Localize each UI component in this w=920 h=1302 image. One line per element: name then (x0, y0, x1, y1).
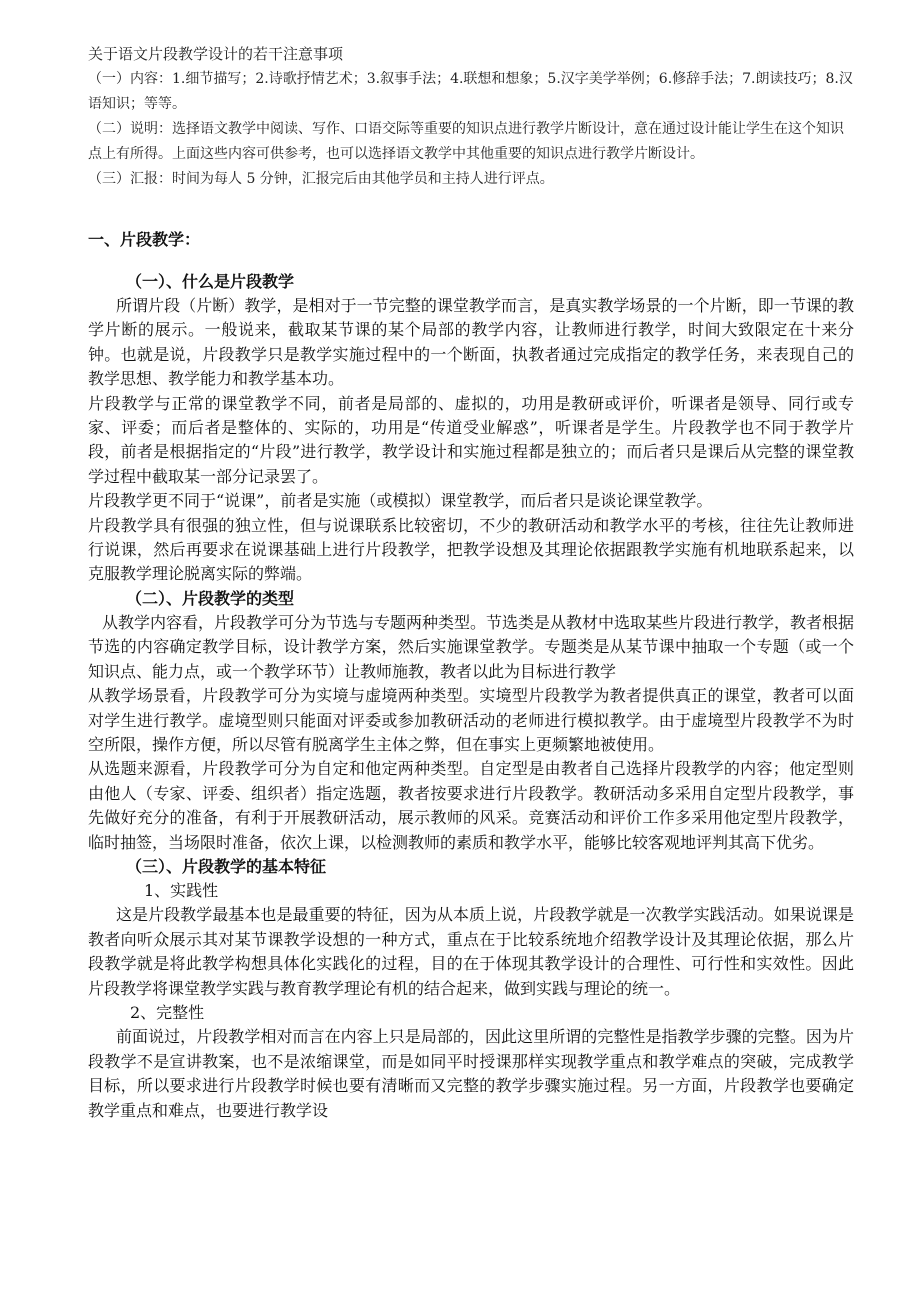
paragraph: 前面说过，片段教学相对而言在内容上只是局部的，因此这里所谓的完整性是指教学步骤的完整。因为片段教学不是宣讲教案，也不是浓缩课堂，而是如同平时授课那样实现教学重点和教学难点的突破，完成教学目标，所以要求进行片段教学时候也要有清晰而又完整的教学步骤实施过程。另一方面，片段教学也要确定教学重点和难点，也要进行教学设 (88, 1027, 854, 1120)
subsection-heading-features: （三）、片段教学的基本特征 (126, 856, 327, 876)
paragraph: 这是片段教学最基本也是最重要的特征，因为从本质上说，片段教学就是一次教学实践活动。如果说课是教者向听众展示其对某节课教学设想的一种方式，重点在于比较系统地介绍教学设计及其理论依据，那么片段教学就是将此教学构想具体化实践化的过程，目的在于体现其教学设计的合理性、可行性和实效性。因此片段教学将课堂教学实践与教育教学理论有机的结合起来，做到实践与理论的统一。 (88, 905, 854, 998)
paragraph: 从选题来源看，片段教学可分为自定和他定两种类型。自定型是由教者自己选择片段教学的内容；他定型则由他人（专家、评委、组织者）指定选题，教者按要求进行片段教学。教研活动多采用自定型片段教学，事先做好充分的准备，有利于开展教研活动，展示教师的风采。竞赛活动和评价工作多采用他定型片段教学，临时抽签，当场限时准备，依次上课，以检测教师的素质和教学水平，能够比较客观地评判其高下优劣。 (88, 759, 854, 852)
section-heading: 一、片段教学： (88, 230, 201, 249)
notes-header (88, 0, 854, 192)
document-page (88, 0, 854, 1123)
features-body (88, 879, 854, 1123)
feature-title: 1、实践性 (144, 880, 219, 900)
header-item-report: （三）汇报：时间为每人 5 分钟，汇报完后由其他学员和主持人进行评点。 (88, 171, 554, 187)
header-item-description: （二）说明：选择语文教学中阅读、写作、口语交际等重要的知识点进行教学片断设计，意在通过设计能让学生在这个知识点上有所得。上面这些内容可供参考，也可以选择语文教学中其他重要的知识点进行教学片断设计。 (88, 121, 844, 162)
subsection-heading-definition: （一）、什么是片段教学 (126, 272, 295, 291)
header-item-content: （一）内容：1.细节描写；2.诗歌抒情艺术；3.叙事手法；4.联想和想象；5.汉字美学举例；6.修辞手法；7.朗读技巧；8.汉语知识；等等。 (88, 71, 853, 112)
feature-title: 2、完整性 (130, 1002, 205, 1022)
definition-body (88, 294, 854, 587)
subsection-heading-types: （二）、片段教学的类型 (126, 588, 295, 608)
header-title: 关于语文片段教学设计的若干注意事项 (88, 45, 344, 63)
paragraph: 片段教学具有很强的独立性，但与说课联系比较密切，不少的教研活动和教学水平的考核，往往先让教师进行说课，然后再要求在说课基础上进行片段教学，把教学设想及其理论依据跟教学实施有机地联系起来，以克服教学理论脱离实际的弊端。 (88, 515, 854, 584)
types-body (88, 611, 854, 855)
paragraph: 片段教学与正常的课堂教学不同，前者是局部的、虚拟的，功用是教研或评价，听课者是领导、同行或专家、评委；而后者是整体的、实际的，功用是“传道受业解惑”，听课者是学生。片段教学也不同于教学片段，前者是根据指定的“片段”进行教学，教学设计和实施过程都是独立的；而后者只是课后从完整的课堂教学过程中截取某一部分记录罢了。 (88, 393, 854, 486)
paragraph: 所谓片段（片断）教学，是相对于一节完整的课堂教学而言，是真实教学场景的一个片断，即一节课的教学片断的展示。一般说来，截取某节课的某个局部的教学内容，让教师进行教学，时间大致限定在十来分钟。也就是说，片段教学只是教学实施过程中的一个断面，执教者通过完成指定的教学任务，来表现自己的教学思想、教学能力和教学基本功。 (88, 296, 854, 389)
paragraph: 从教学场景看，片段教学可分为实境与虚境两种类型。实境型片段教学为教者提供真正的课堂，教者可以面对学生进行教学。虚境型则只能面对评委或参加教研活动的老师进行模拟教学。由于虚境型片段教学不为时空所限，操作方便，所以尽管有脱离学生主体之弊，但在事实上更频繁地被使用。 (88, 686, 854, 754)
paragraph: 片段教学更不同于“说课”，前者是实施（或模拟）课堂教学，而后者只是谈论课堂教学。 (88, 491, 713, 511)
paragraph: 从教学内容看，片段教学可分为节选与专题两种类型。节选类是从教材中选取某些片段进行教学，教者根据节选的内容确定教学目标，设计教学方案，然后实施课堂教学。专题类是从某节课中抽取一个专题（或一个知识点、能力点，或一个教学环节）让教师施教，教者以此为目标进行教学 (88, 612, 855, 681)
